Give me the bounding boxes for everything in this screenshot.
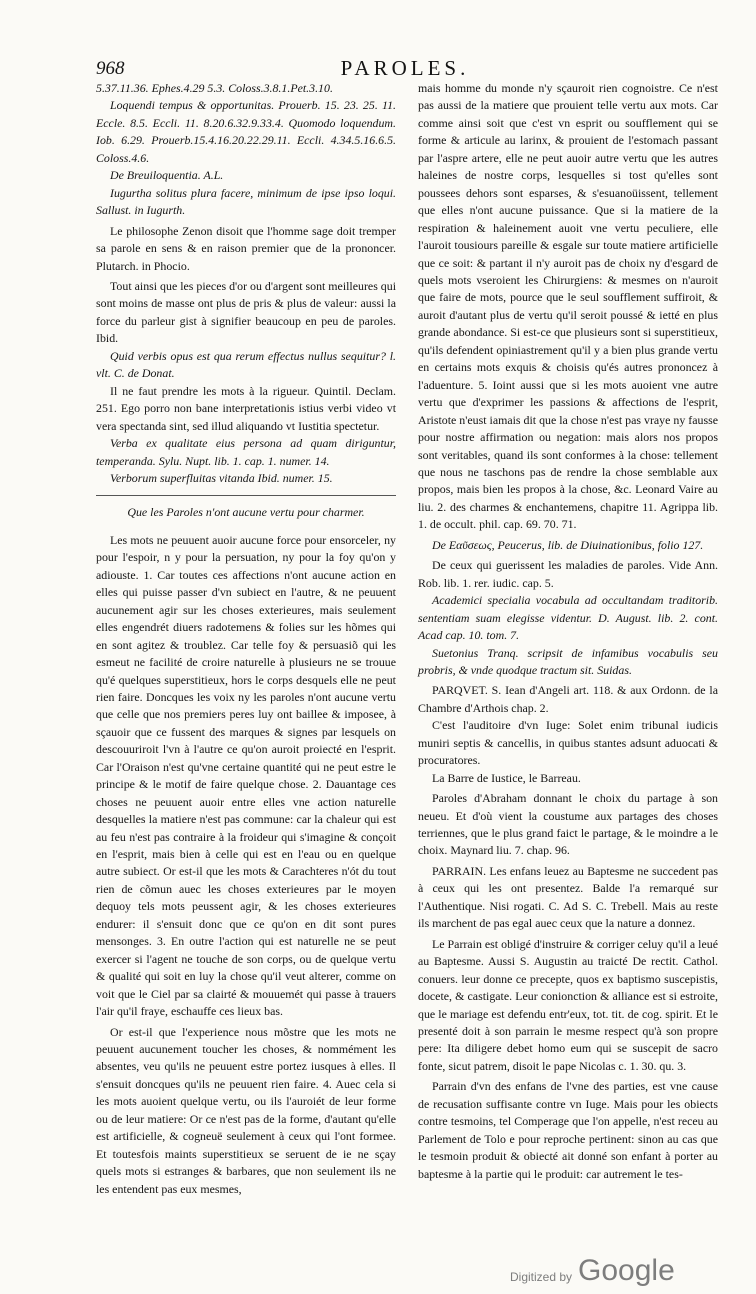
section-rule: [96, 495, 396, 496]
paragraph: Or est-il que l'experience nous mõstre que les mots ne peuuent aucunement toucher les choses, & nommément les absentes, veu qu'ils ne peuuent estre portez iusques à elles. Il s'ensuit doncques qu'ils ne peuuent rien faire. 4. Auec cela si les mots auoient quelque vertu, ou ils l'auroiét de leur forme ou de leur matiere: Or ce n'est pas de la forme, d'autant qu'elle est artificielle, & cogneuë seulement à ceux qui l'ont formee. Et toutesfois maints superstitieux se seruent de ie ne sçay quels mots si estranges & barbares, que non seulement ils ne les entendent pas eux mesmes,: [96, 1024, 396, 1196]
citation: 5.37.11.36. Ephes.4.29 5.3. Coloss.3.8.1.Pet.3.10.: [96, 81, 333, 95]
paragraph: Paroles d'Abraham donnant le choix du partage à son neueu. Et d'où vient la coustume aux partages des choses terriennes, que le plus grand faict le partage, & le moindre a le choix. Maynard liu. 7. chap. 96.: [418, 791, 718, 858]
citation: Verborum superfluitas vitanda Ibid. numer. 15.: [110, 470, 333, 485]
google-logo: Google: [578, 1254, 675, 1287]
digitized-by-label: Digitized by: [510, 1270, 573, 1284]
page-header: [96, 56, 714, 82]
citation: Loquendi tempus & opportunitas. Prouerb. 15. 23. 25. 11. Eccle. 8.5. Eccli. 11. 8.20.6.32.9.33.4. Quomodo loquendum. Iob. 6.29. Prouerb.15.4.16.20.22.29.11. Eccli. 4.34.5.16.6.5. Coloss.4.6.: [96, 98, 396, 165]
digitized-by-google-watermark: [510, 1254, 675, 1288]
citation: Quid verbis opus est qua rerum effectus nullus sequitur? l. vlt. C. de Donat.: [96, 348, 396, 381]
citation: De Eαῦσεως, Peucerus, lib. de Diuinationibus, folio 127.: [432, 537, 704, 552]
citation: Iugurtha solitus plura facere, minimum de ipse ipso loqui. Sallust. in Iugurth.: [96, 185, 396, 218]
paragraph: Les mots ne peuuent auoir aucune force pour ensorceler, ny pour l'espoir, n y pour la persuation, ny pour la foy qu'on y adiouste. 1. Car toutes ces affections n'ont aucune action en elles qui puisse passer d'vn subiect en l'autre, & ne peuuent aucunement agir sur les choses exterieures, mais seulement elles engendrét diuers radotemens & folies sur les hõmes qui en sont agitez & troublez. Car telle foy & persuasiõ qui les esmeut ne facilité de croire naturelle à plusieurs ne se trouue qu'é quelques superstitieux, hors le corps desquels elle ne peut rien faire. Doncques les voix ny les paroles n'ont aucune vertu que celle que nos premiers peres luy ont baillee & imposee, à sçauoir que ce fussent des marques & signes par lesquels on descouuriroit l'vn à l'autre ce qu'on auroit proiecté en l'esprit. Car l'Oraison n'est qu'vne certaine quantité qui ne peut estre le principe & le motif de faire quelque chose. 2. Dauantage ces choses ne peuuent auoir entre elles vne action naturelle desquelles la matiere n'est pas commune: car la chaleur qui est au feu n'est pas contraire à la froideur qui s'imagine & conçoit en l'esprit, mais bien à celle qui est en l'eau ou en quelque autre subiect. Or est-il que les mots & Carachteres n'ót du tout rien de cõmun auec les choses exterieures par le moyen dequoy tels mots peussent agir, & les choses exterieures endurer: il s'ensuit donc que ce qu'on en dit sont pures mensonges. 3. En outre l'action qui est naturelle ne se peut exercer si l'agent ne touche de son corps, ou de quelque vertu & qualité qui soit en luy la chose qu'il veut alterer, comme on voit que le Ciel par sa clairté & mouuemét qui passe à trauers l'air qu'il fraye, eschauffe ces lieux bas.: [96, 532, 396, 1019]
paragraph: Le Parrain est obligé d'instruire & corriger celuy qu'il a leué au Baptesme. Aussi S. Augustin au traicté De rectit. Cathol. conuers. leur donne ce precepte, quos ex baptismo suscepistis, docete, & castigate. Leur conionction & alliance est si estroite, que le mariage est defendu entr'eux, tot. tit. de cog. spirit. Et le presenté doit à son parrain le mesme respect qu'à son propre pere: Ita diligere debet homo eum qui se suscepit de sacro fonte, sicut patrem, disoit le pape Nicolas c. 1. 30. qu. 3.: [418, 936, 718, 1073]
subheading: De Breuiloquentia. A.L.: [110, 168, 224, 183]
paragraph: C'est l'auditoire d'vn Iuge: Solet enim tribunal iudicis muniri septis & cancellis, in quibus stantes adsunt aduocati & procuratores.: [418, 718, 718, 768]
paragraph: La Barre de Iustice, le Barreau.: [432, 770, 581, 785]
entry-parrain: PARRAIN. Les enfans leuez au Baptesme ne succedent pas à ceux qui les ont presentez. Balde l'a remarqué sur l'Authentique. Nisi rogati. C. Ad S. C. Trebell. Mais au reste ils marchent de pas egal auec ceux que la nature a donnez.: [418, 863, 718, 931]
paragraph: Il ne faut prendre les mots à la rigueur. Quintil. Declam. 251. Ego porro non bane interpretationis istius verbi video vt vera spectanda sint, sed illud aliquando vt Iustitia spectetur.: [96, 383, 396, 433]
running-head: PAROLES.: [340, 56, 470, 80]
citation: Suetonius Tranq. scripsit de infamibus vocabulis seu probris, & vnde quodque tractum sit. Suidas.: [418, 645, 718, 677]
paragraph: Tout ainsi que les pieces d'or ou d'argent sont meilleures qui sont moins de masse ont plus de pris & plus de valeur: aussi la force du parleur gist à signifier beaucoup en peu de paroles. Ibid.: [96, 278, 396, 346]
left-column: [96, 80, 396, 1198]
paragraph: De ceux qui guerissent les maladies de paroles. Vide Ann. Rob. lib. 1. rer. iudic. cap. 5.: [418, 558, 718, 590]
page-number: 968: [96, 58, 125, 79]
paragraph: Parrain d'vn des enfans de l'vne des parties, est vne cause de recusation suffisante contre vn Iuge. Mais pour les obiects contre tesmoins, tel Comperage que l'on appelle, n'est receu au Parlement de Tolo e pour reproche pertinent: sinon au cas que le tesmoin produit & obiecté ait donné son enfant à porter au baptesme à la partie qui le produit: car autrement le tes-: [418, 1079, 718, 1181]
entry-parquet: PARQVET. S. Iean d'Angeli art. 118. & aux Ordonn. de la Chambre d'Arthois chap. 2.: [418, 683, 718, 715]
paragraph: Le philosophe Zenon disoit que l'homme sage doit tremper sa parole en sens & en raison premier que de la prononcer. Plutarch. in Phocio.: [96, 223, 396, 273]
citation: Verba ex qualitate eius persona ad quam diriguntur, temperanda. Sylu. Nupt. lib. 1. cap. 1. numer. 14.: [96, 436, 396, 468]
paragraph: mais homme du monde n'y sçauroit rien cognoistre. Ce n'est pas aussi de la matiere que prouient telle vertu aux mots. Car comme ainsi soit que c'est vn esprit ou soufflement qui se forme & articule au larinx, & prouient de l'estomach passant par l'aspre artere, elle ne peut auoir autre vertu que les autres haleines de nostre corps, lesquelles si tost qu'elles sont poussees dehors sont esparses, & s'esuanoüissent, tellement que elles n'ont aucune puissance. Que si la matiere de la respiration & haleinement auoit vne vertu peculiere, elle l'auroit tousiours pareille & esgale sur toute matiere artificielle que ce soit: & partant il n'y auroit pas de choix ny d'esgard de quels mots vseroient les Chirurgiens: & mesmes on n'auroit que faire de mots, pource que le seul soufflement suffiroit, & auroit d'autant plus de vertu qu'il seroit poussé & ietté en plus grande abondance. Si est-ce que plusieurs sont si superstitieux, qu'ils defendent opiniastrement qu'il y a bien plus grande vertu en certains mots exquis & choisis qu'és autres prononcez à l'aduenture. 5. Ioint aussi que si les mots auoient vne autre vertu que d'exprimer les passions & affections de l'esprit, Aristote n'eust iamais dit que la chose n'est pas vraye ny fausse pour nostre affirmation ou negation: mais alors nos propos sont veritables, quand ils sont conformes à la chose: tellement que nous ne taschons pas de rendre la chose semblable aux propos, mais bien les propos à la chose, &c. Leonard Vaire au liu. 2. des charmes & enchantemens, chapitre 11. Agrippa lib. 1. de occult. phil. cap. 69. 70. 71.: [418, 81, 718, 532]
right-column: [418, 80, 718, 1183]
citation: Academici specialia vocabula ad occultandam traditorib. sententiam suam elegisse videntur. D. August. lib. 2. cont. Acad cap. 10. tom. 7.: [418, 593, 718, 643]
section-heading: Que les Paroles n'ont aucune vertu pour charmer.: [127, 505, 365, 520]
